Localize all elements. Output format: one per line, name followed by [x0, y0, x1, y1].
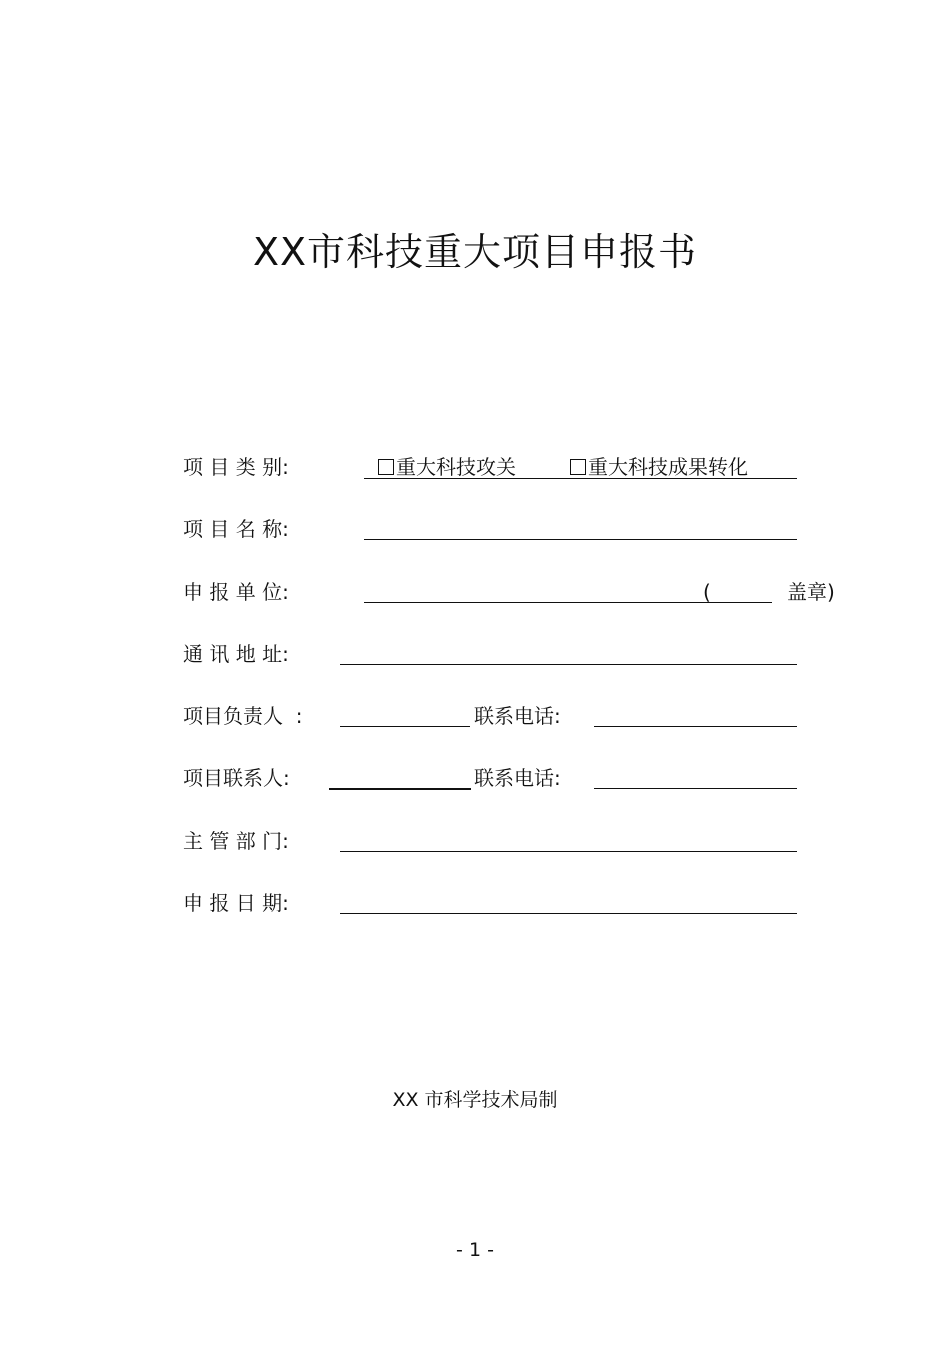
category-option-tech-breakthrough[interactable]	[378, 453, 516, 481]
project-contact-phone-field[interactable]	[594, 788, 797, 789]
application-date-label: 申 报 日 期:	[183, 891, 289, 915]
page-number: - 1 -	[456, 1239, 494, 1261]
seal-open-paren: (	[703, 580, 711, 604]
applicant-unit-label: 申 报 单 位:	[183, 580, 289, 604]
seal-label: 盖章)	[787, 580, 835, 604]
project-name-field[interactable]	[364, 539, 797, 540]
category-underline	[364, 478, 797, 479]
issuer-text: XX 市科学技术局制	[392, 1089, 558, 1111]
page-title: XX市科技重大项目申报书	[252, 230, 698, 274]
supervising-dept-field[interactable]	[340, 851, 797, 852]
project-leader-phone-label: 联系电话:	[474, 704, 561, 728]
category-option-label: 重大科技攻关	[396, 455, 516, 479]
application-date-field[interactable]	[340, 913, 797, 914]
category-option-tech-transfer[interactable]	[570, 453, 748, 481]
address-label: 通 讯 地 址:	[183, 642, 289, 666]
checkbox-icon[interactable]	[378, 459, 394, 475]
project-contact-phone-label: 联系电话:	[474, 766, 561, 790]
address-field[interactable]	[340, 664, 797, 665]
supervising-dept-label: 主 管 部 门:	[183, 829, 289, 853]
category-label: 项 目 类 别:	[183, 455, 289, 479]
checkbox-icon[interactable]	[570, 459, 586, 475]
project-leader-field[interactable]	[340, 726, 470, 727]
project-contact-label: 项目联系人:	[183, 766, 290, 790]
project-leader-phone-field[interactable]	[594, 726, 797, 727]
project-name-label: 项 目 名 称:	[183, 517, 289, 541]
project-leader-label: 项目负责人 :	[183, 704, 303, 728]
category-option-label: 重大科技成果转化	[588, 455, 748, 479]
project-contact-field[interactable]	[329, 788, 471, 790]
